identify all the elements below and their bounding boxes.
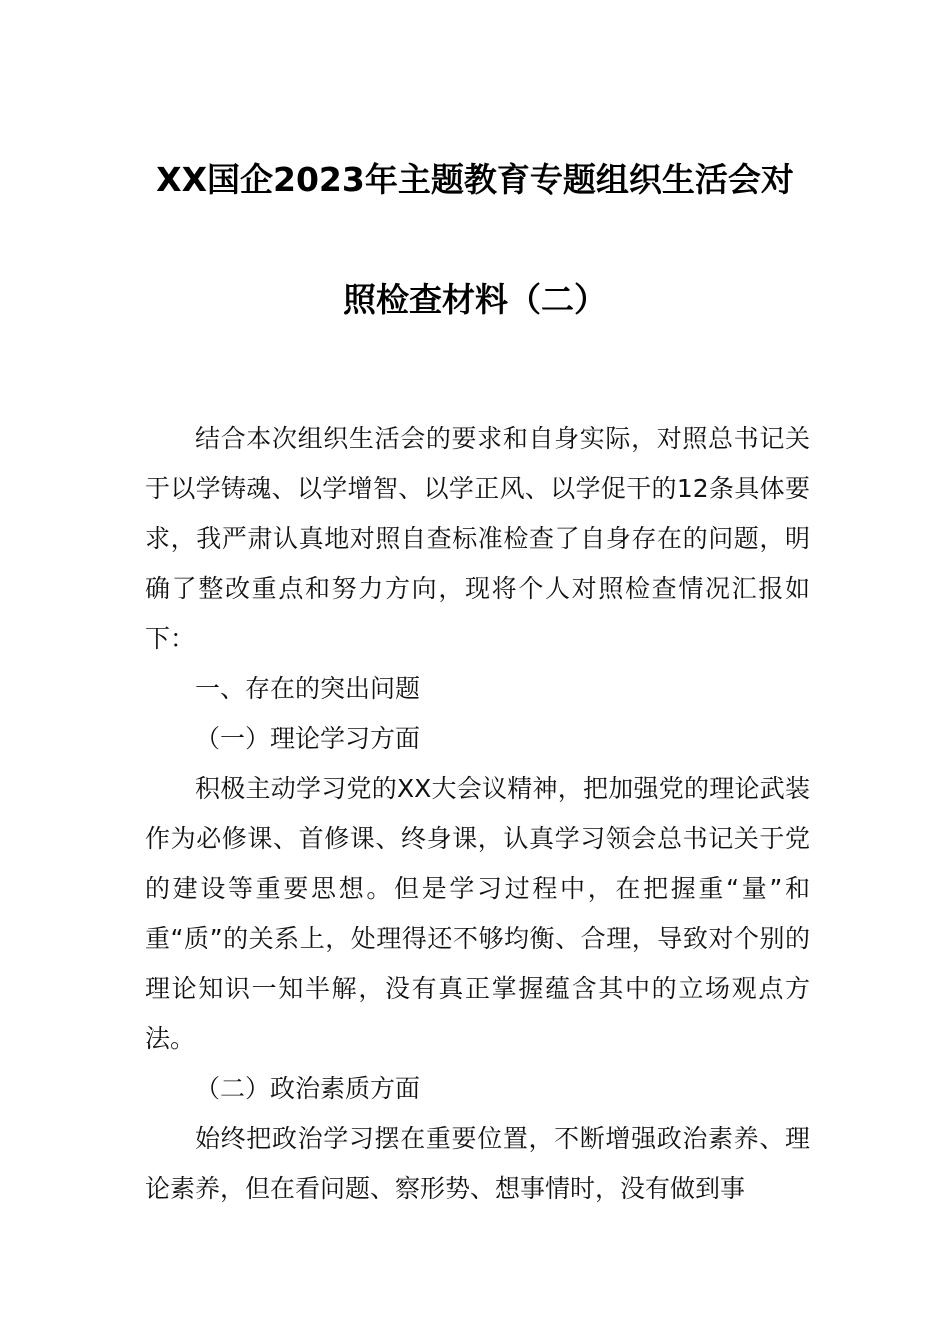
intro-paragraph: 结合本次组织生活会的要求和自身实际，对照总书记关于以学铸魂、以学增智、以学正风、以学促干的12条具体要求，我严肃认真地对照自查标准检查了自身存在的问题，明确了整改重点和努力方向，现将个人对照检查情况汇报如下： xyxy=(145,424,810,653)
subsection-heading-politics: （二）政治素质方面 xyxy=(195,1074,421,1103)
document-body xyxy=(145,414,810,1214)
politics-paragraph: 始终把政治学习摆在重要位置，不断增强政治素养、理论素养，但在看问题、察形势、想事情时，没有做到事 xyxy=(145,1124,810,1203)
document-title-line-1: XX国企2023年主题教育专题组织生活会对 xyxy=(156,160,794,199)
document-title-line-2: 照检查材料（二） xyxy=(343,280,607,319)
theory-paragraph: 积极主动学习党的XX大会议精神，把加强党的理论武装作为必修课、首修课、终身课，认真学习领会总书记关于党的建设等重要思想。但是学习过程中，在把握重“量”和重“质”的关系上，处理得还不够均衡、合理，导致对个别的理论知识一知半解，没有真正掌握蕴含其中的立场观点方法。 xyxy=(145,774,810,1053)
subsection-heading-theory: （一）理论学习方面 xyxy=(195,724,421,753)
section-heading-problems: 一、存在的突出问题 xyxy=(195,674,421,703)
